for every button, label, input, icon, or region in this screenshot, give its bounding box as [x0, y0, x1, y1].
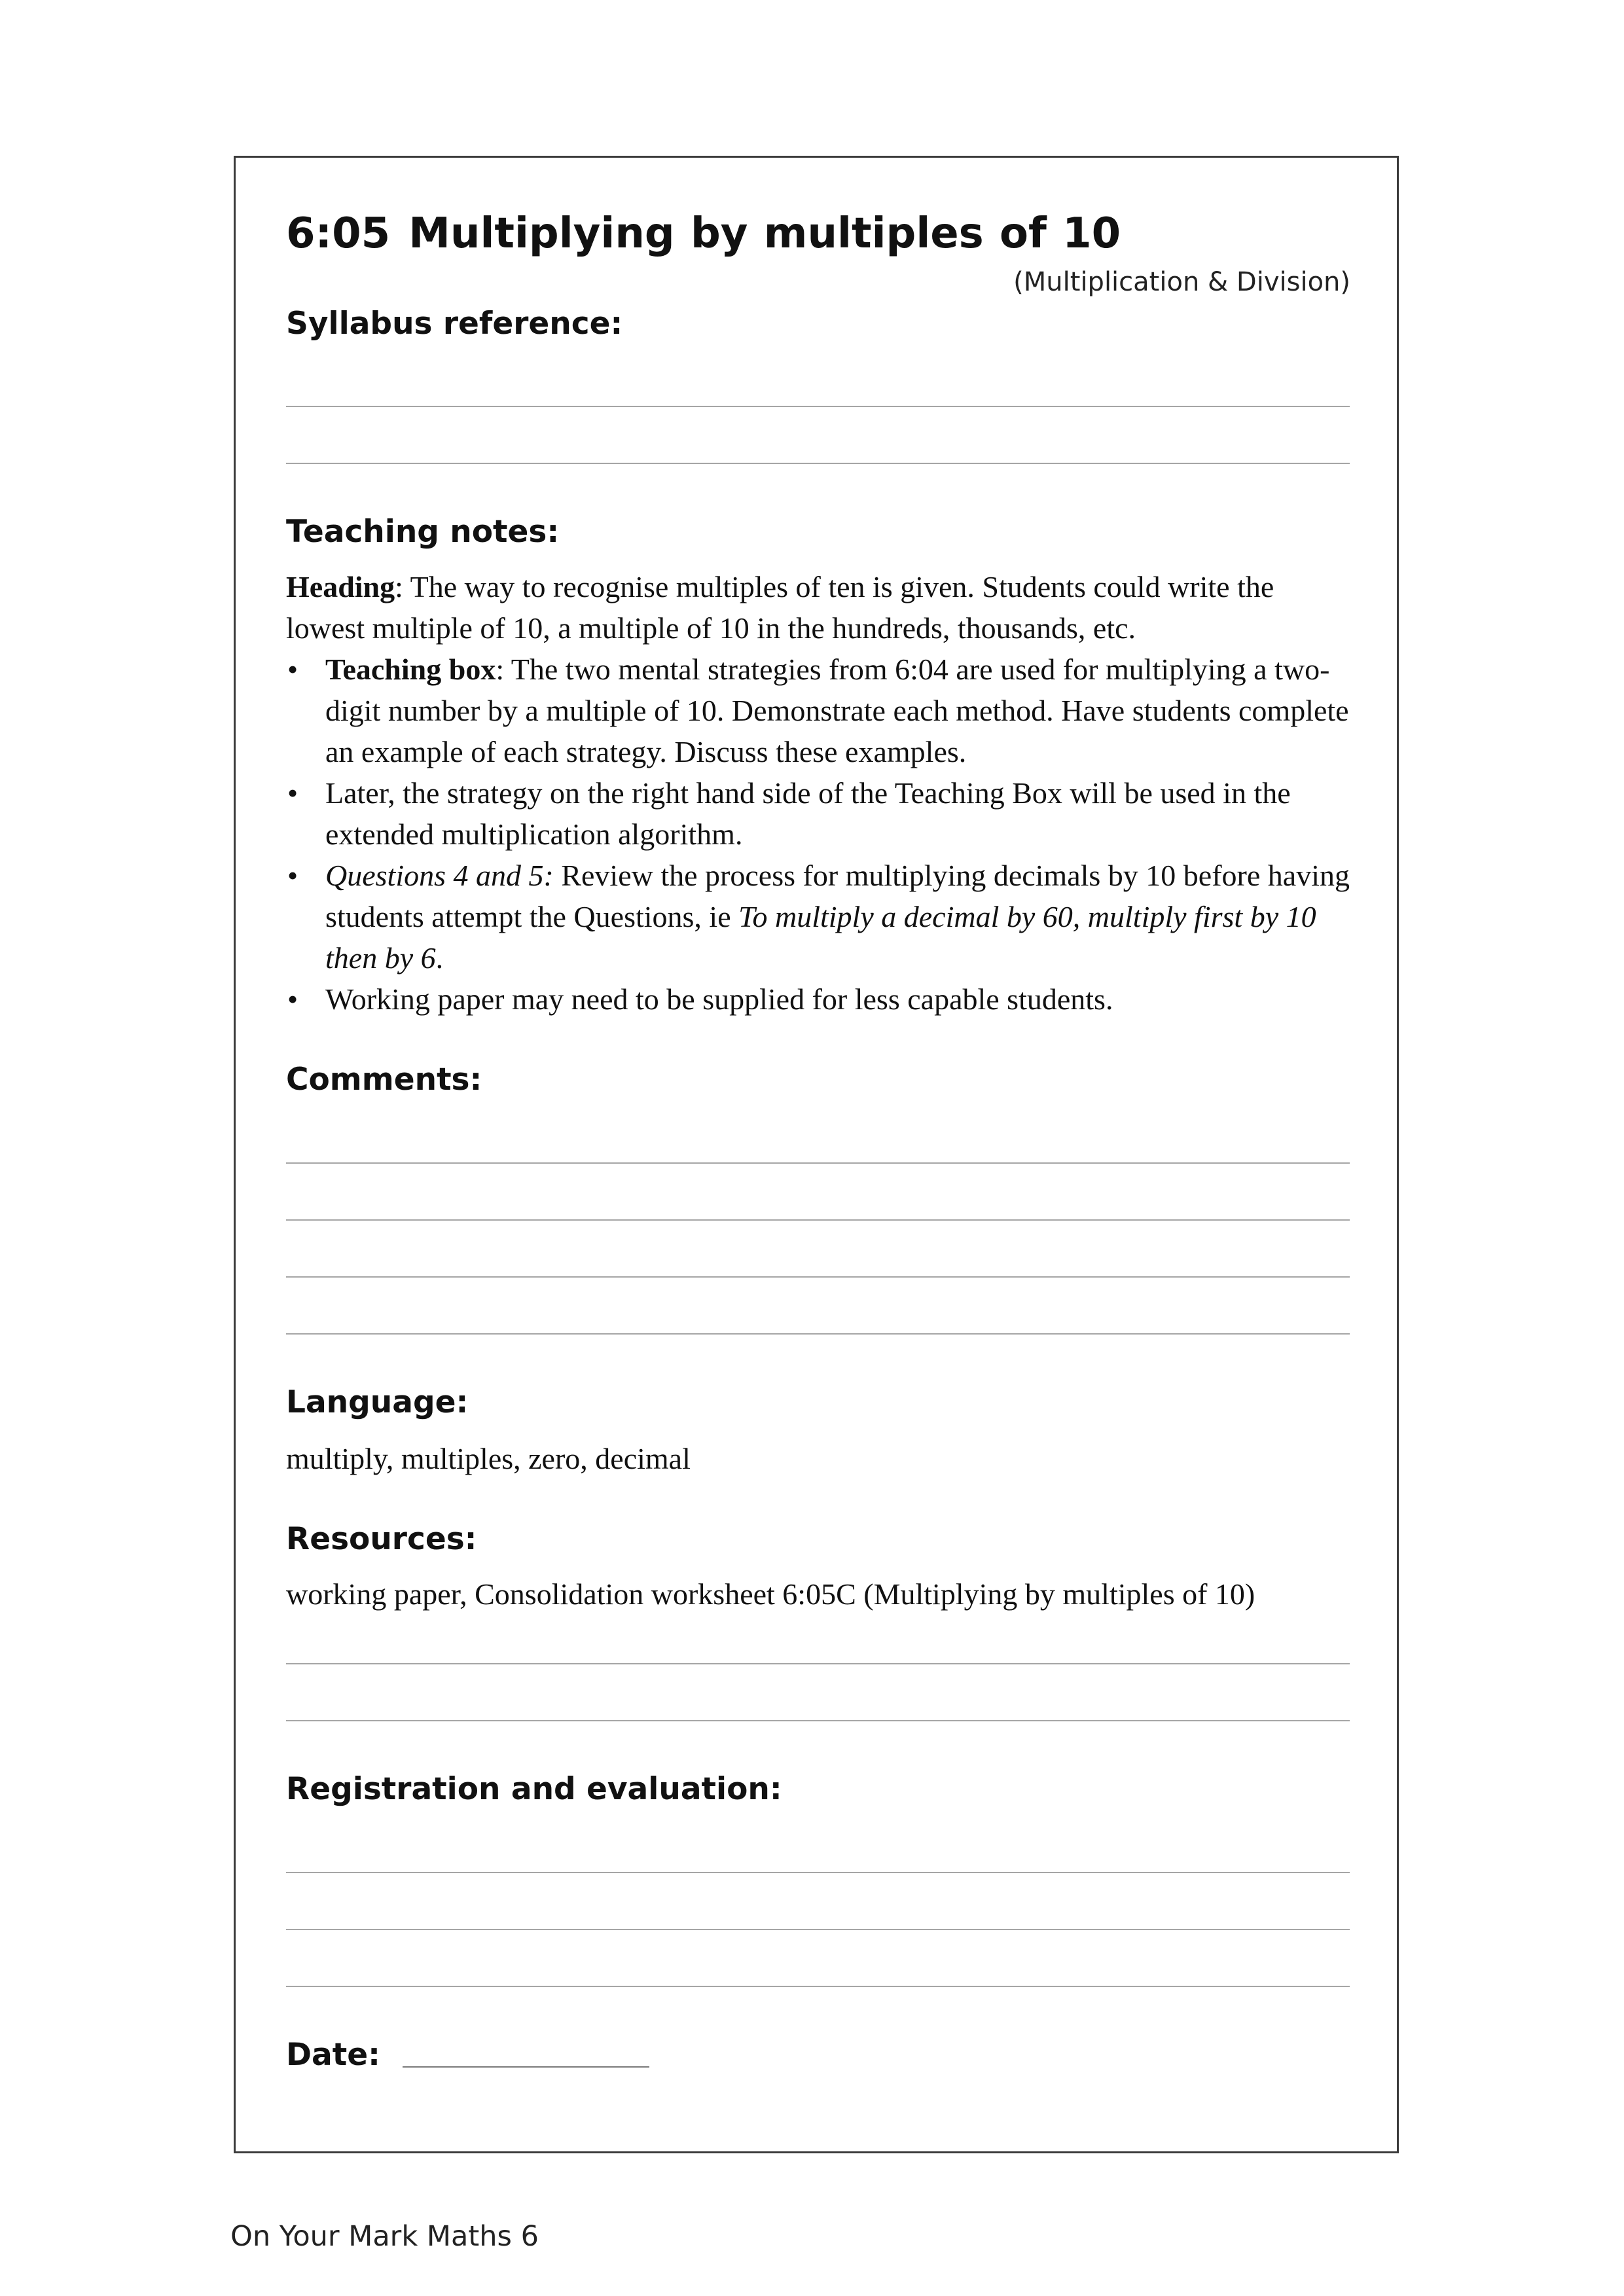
registration-heading: Registration and evaluation: — [286, 1771, 782, 1807]
resources-text: working paper, Consolidation worksheet 6:05C (Multiplying by multiples of 10) — [286, 1577, 1255, 1611]
bullet-1-bold: Teaching box — [325, 653, 496, 686]
notes-intro — [286, 566, 1360, 649]
bullet-2-text: Later, the strategy on the right hand side of the Teaching Box will be used in the extended multiplication algorithm. — [325, 776, 1291, 851]
syllabus-line-2[interactable] — [286, 463, 1350, 464]
date-label: Date: — [286, 2037, 380, 2073]
notes-bullet-2 — [286, 772, 1360, 855]
bullet-1-text: : The two mental strategies from 6:04 are used for multiplying a two-digit number by a multiple of 10. Demonstrate each method. Have students complete an example of each strategy. Discuss these examples. — [325, 653, 1349, 768]
notes-bullet-1 — [286, 649, 1360, 772]
comments-heading: Comments: — [286, 1062, 482, 1098]
section-number: 6:05 — [286, 209, 391, 258]
section-title: Multiplying by multiples of 10 — [408, 209, 1121, 258]
bullet-3-text: Review the process for multiplying decimals by 10 before having students attempt the Questions, ie — [325, 859, 1350, 933]
teaching-notes-body — [286, 566, 1360, 1020]
bullet-dot: • — [287, 776, 298, 810]
page-frame — [234, 156, 1399, 2153]
footer-text: On Your Mark Maths 6 — [230, 2220, 539, 2253]
language-heading: Language: — [286, 1384, 469, 1420]
teaching-notes-heading: Teaching notes: — [286, 514, 560, 550]
bullet-dot: • — [287, 859, 298, 892]
resources-line-1[interactable] — [286, 1663, 1350, 1664]
bullet-dot: • — [287, 982, 298, 1016]
bullet-4-text: Working paper may need to be supplied for less capable students. — [325, 982, 1113, 1016]
bullet-3-italic-end: To multiply a decimal by 60, multiply first by 10 then by 6 — [325, 900, 1316, 975]
bullet-dot: • — [287, 653, 298, 686]
notes-bullet-3 — [286, 855, 1360, 978]
syllabus-line-1[interactable] — [286, 406, 1350, 407]
resources-heading: Resources: — [286, 1521, 477, 1557]
bullet-3-period: . — [435, 941, 444, 975]
resources-line-2[interactable] — [286, 1720, 1350, 1721]
bullet-3-italic: Questions 4 and 5: — [325, 859, 554, 892]
date-field[interactable] — [403, 2066, 649, 2068]
registration-line-3[interactable] — [286, 1986, 1350, 1987]
language-text: multiply, multiples, zero, decimal — [286, 1442, 691, 1475]
comments-line-4[interactable] — [286, 1333, 1350, 1335]
strand-label: (Multiplication & Division) — [1013, 267, 1350, 297]
notes-bullet-list — [286, 649, 1360, 1020]
notes-intro-text: : The way to recognise multiples of ten is given. Students could write the lowest multiple of 10, a multiple of 10 in the hundreds, thousands, etc. — [286, 570, 1274, 645]
registration-line-1[interactable] — [286, 1872, 1350, 1873]
registration-line-2[interactable] — [286, 1929, 1350, 1930]
notes-bullet-4 — [286, 978, 1360, 1020]
comments-line-1[interactable] — [286, 1162, 1350, 1164]
comments-line-2[interactable] — [286, 1219, 1350, 1221]
comments-line-3[interactable] — [286, 1276, 1350, 1278]
page-title — [286, 209, 1121, 258]
syllabus-heading: Syllabus reference: — [286, 306, 623, 342]
notes-intro-bold: Heading — [286, 570, 395, 603]
